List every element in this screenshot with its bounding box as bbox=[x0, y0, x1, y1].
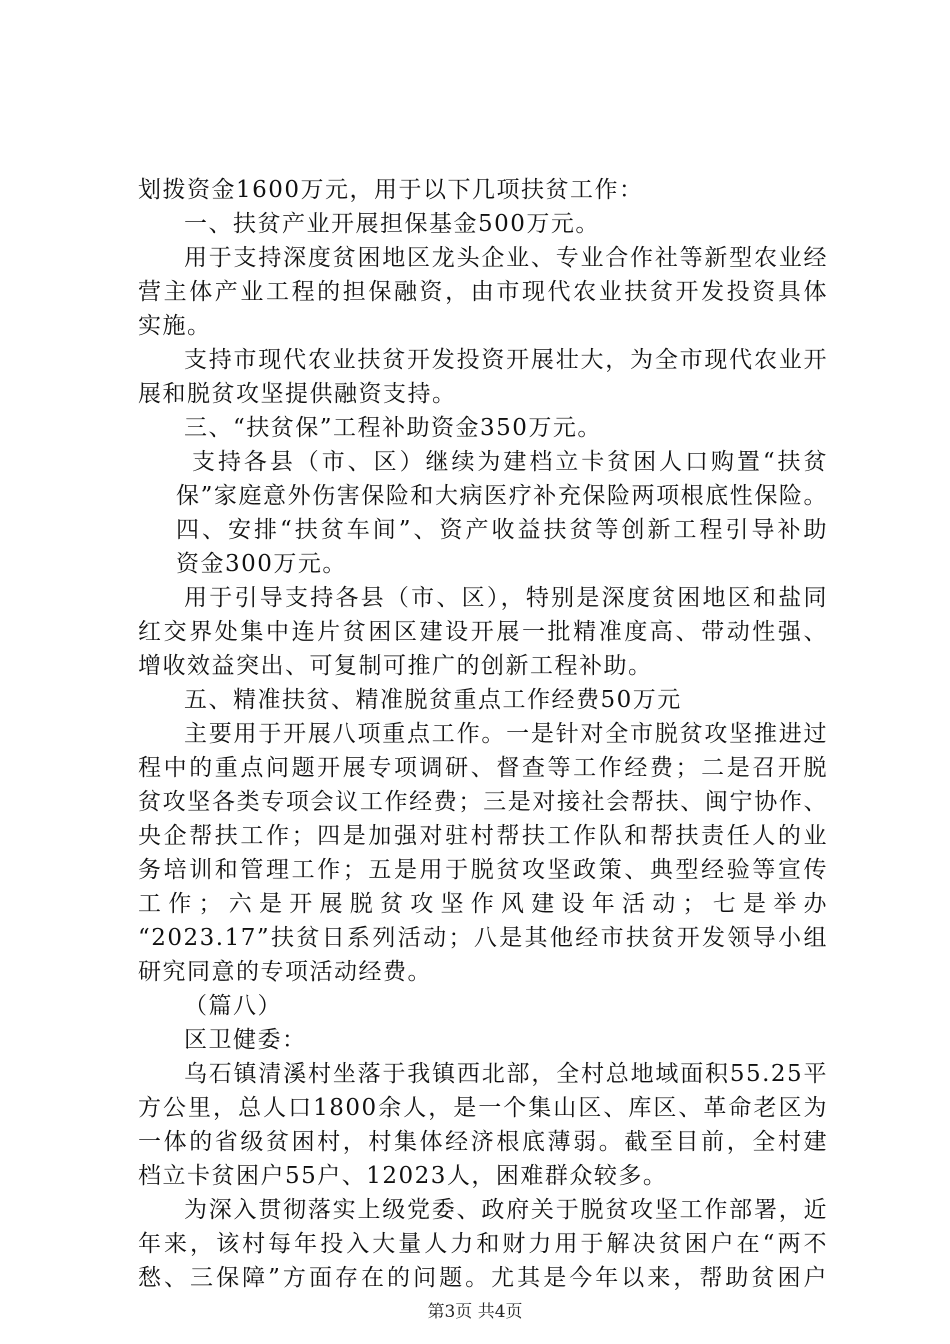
text-line: 乌石镇清溪村坐落于我镇西北部，全村总地域面积55.25平 bbox=[184, 1061, 828, 1087]
text-line: 方公里，总人口1800余人，是一个集山区、库区、革命老区为 bbox=[138, 1095, 828, 1121]
section-heading: 四、安排“扶贫车间”、资产收益扶贫等创新工程引导补助 bbox=[176, 517, 828, 543]
section-heading: 三、“扶贫保”工程补助资金350万元。 bbox=[184, 415, 602, 441]
addressee: 区卫健委： bbox=[184, 1027, 307, 1053]
text-line: 展和脱贫攻坚提供融资支持。 bbox=[138, 381, 457, 407]
text-line: 工作；六是开展脱贫攻坚作风建设年活动；七是举办 bbox=[138, 891, 828, 917]
text-line: 愁、三保障”方面存在的问题。尤其是今年以来，帮助贫困户 bbox=[138, 1265, 828, 1291]
text-line: 为深入贯彻落实上级党委、政府关于脱贫攻坚工作部署，近 bbox=[184, 1197, 828, 1223]
text-line: 用于引导支持各县（市、区），特别是深度贫困地区和盐同 bbox=[184, 585, 828, 611]
text-line: 划拨资金1600万元，用于以下几项扶贫工作： bbox=[138, 177, 644, 203]
text-line: “2023.17”扶贫日系列活动；八是其他经市扶贫开发领导小组 bbox=[138, 925, 828, 951]
section-marker: （篇八） bbox=[184, 993, 282, 1019]
text-line: 一体的省级贫困村，村集体经济根底薄弱。截至目前，全村建 bbox=[138, 1129, 828, 1155]
text-line: 贫攻坚各类专项会议工作经费；三是对接社会帮扶、闽宁协作、 bbox=[138, 789, 828, 815]
text-line: 支持各县（市、区）继续为建档立卡贫困人口购置“扶贫 bbox=[192, 449, 828, 475]
text-line: 用于支持深度贫困地区龙头企业、专业合作社等新型农业经 bbox=[184, 245, 828, 271]
text-line: 年来，该村每年投入大量人力和财力用于解决贫困户在“两不 bbox=[138, 1231, 828, 1257]
text-line: 主要用于开展八项重点工作。一是针对全市脱贫攻坚推进过 bbox=[184, 721, 828, 747]
text-line: 务培训和管理工作；五是用于脱贫攻坚政策、典型经验等宣传 bbox=[138, 857, 828, 883]
section-heading: 一、扶贫产业开展担保基金500万元。 bbox=[184, 211, 600, 237]
text-line: 实施。 bbox=[138, 313, 212, 339]
text-line: 增收效益突出、可复制可推广的创新工程补助。 bbox=[138, 653, 653, 679]
text-line: 研究同意的专项活动经费。 bbox=[138, 959, 432, 985]
text-line: 央企帮扶工作；四是加强对驻村帮扶工作队和帮扶责任人的业 bbox=[138, 823, 828, 849]
text-line: 营主体产业工程的担保融资，由市现代农业扶贫开发投资具体 bbox=[138, 279, 828, 305]
document-body bbox=[138, 173, 828, 1295]
page-number-footer: 第3页 共4页 bbox=[427, 1302, 523, 1322]
section-heading: 五、精准扶贫、精准脱贫重点工作经费50万元 bbox=[184, 687, 682, 713]
text-line: 红交界处集中连片贫困区建设开展一批精准度高、带动性强、 bbox=[138, 619, 828, 645]
section-heading: 资金300万元。 bbox=[176, 551, 347, 577]
text-line: 保”家庭意外伤害保险和大病医疗补充保险两项根底性保险。 bbox=[176, 483, 828, 509]
text-line: 支持市现代农业扶贫开发投资开展壮大，为全市现代农业开 bbox=[184, 347, 828, 373]
text-line: 档立卡贫困户55户、12023人，困难群众较多。 bbox=[138, 1163, 668, 1189]
text-line: 程中的重点问题开展专项调研、督查等工作经费；二是召开脱 bbox=[138, 755, 828, 781]
